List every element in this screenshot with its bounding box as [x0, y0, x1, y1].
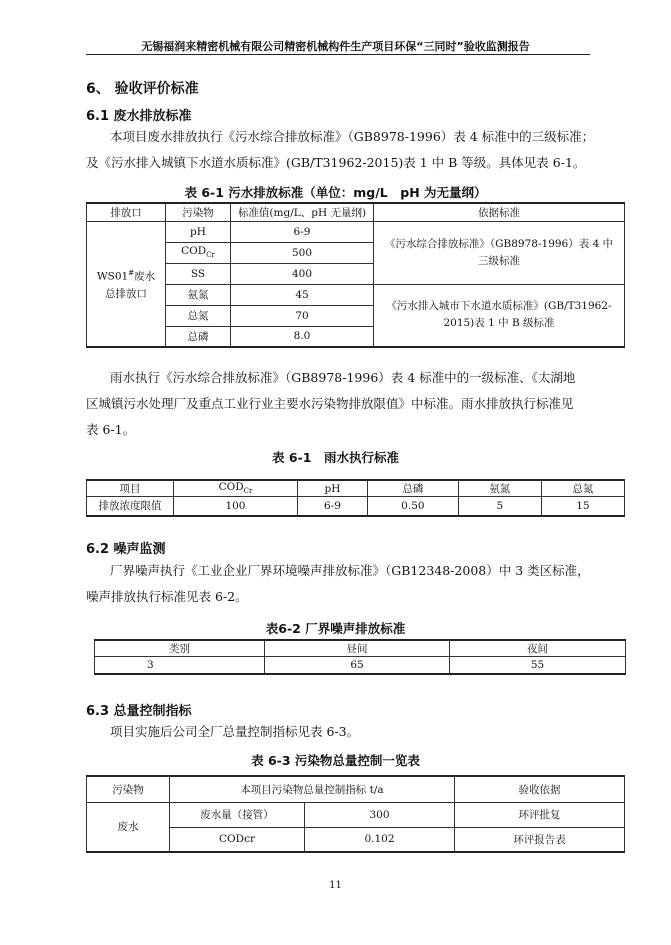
- value-cell: 0.50: [368, 497, 459, 516]
- total-control-table: [86, 775, 625, 853]
- table-row: [87, 497, 625, 516]
- value-cell: 6-9: [297, 497, 367, 516]
- table-6-3-caption: 表 6-3 污染物总量控制一览表: [251, 753, 420, 768]
- col-header-outlet: 排放口: [87, 203, 166, 221]
- value-cell: 100: [174, 497, 298, 516]
- day-value-cell: 65: [265, 657, 450, 674]
- pollutant-cell: 氨氮: [166, 284, 231, 305]
- basis-cell: 环评报告表: [455, 827, 625, 852]
- table-6-2-caption: 表6-2 厂界噪声排放标准: [265, 621, 406, 636]
- basis-cell-1: 《污水综合排放标准》（GB8978-1996）表 4 中三级标准: [374, 221, 625, 284]
- value-cell: 500: [231, 242, 374, 263]
- page-number: 11: [329, 880, 342, 891]
- rainwater-standard-table: [86, 479, 625, 517]
- item-cell: 废水量（接管）: [170, 802, 305, 827]
- col-header-day: 昼间: [265, 640, 450, 657]
- page-header: 无锡福润来精密机械有限公司精密机械构件生产项目环保“三同时”验收监测报告: [141, 40, 530, 53]
- section-6-title: 6、 验收评价标准: [86, 81, 199, 97]
- value-cell: 300: [305, 802, 455, 827]
- header-divider: [86, 54, 590, 55]
- row-label-limit: 排放浓度限值: [87, 497, 174, 516]
- value-cell: 70: [231, 305, 374, 326]
- col-header-item: 项目: [87, 480, 174, 497]
- value-cell: 6-9: [231, 221, 374, 242]
- section-6-3-title: 6.3 总量控制指标: [86, 704, 192, 719]
- value-cell: 0.102: [305, 827, 455, 852]
- col-header-tn: 总氮: [541, 480, 624, 497]
- col-header-standard-value: 标准值(mg/L、pH 无量纲): [231, 203, 374, 221]
- noise-standard-table: [94, 639, 626, 675]
- col-header-pollutant: 污染物: [166, 203, 231, 221]
- s61-para-line2: 及《污水排入城镇下水道水质标准》(GB/T31962-2015)表 1 中 B 等级。具体见表 6-1。: [86, 155, 586, 170]
- col-header-codcr: $COD_{Cr}$: [174, 480, 298, 497]
- basis-cell: 环评批复: [455, 802, 625, 827]
- table-row: [87, 802, 625, 827]
- pollutant-cell: pH: [166, 221, 231, 242]
- rain-para-line3: 表 6-1。: [86, 422, 136, 437]
- rain-para-line2: 区城镇污水处理厂及重点工业行业主要水污染物排放限值》中标准。雨水排放执行标准见: [86, 396, 574, 411]
- section-6-2-title: 6.2 噪声监测: [86, 542, 166, 557]
- s61-para-line1: 本项目废水排放执行《污水综合排放标准》（GB8978-1996）表 4 标准中的三级标准；: [110, 129, 595, 144]
- pollutant-cell: 总氮: [166, 305, 231, 326]
- category-cell: 废水: [87, 802, 170, 852]
- night-value-cell: 55: [450, 657, 626, 674]
- col-header-acceptance-basis: 验收依据: [455, 776, 625, 802]
- value-cell: 5: [458, 497, 541, 516]
- col-header-control-index: 本项目污染物总量控制指标 t/a: [170, 776, 455, 802]
- outlet-cell: WS01#废水 总排放口: [87, 221, 166, 347]
- s62-para-line1: 厂界噪声执行《工业企业厂界环境噪声排放标准》（GB12348-2008）中 3 类区标准，: [110, 563, 590, 578]
- section-6-1-title: 6.1 废水排放标准: [86, 109, 192, 124]
- value-cell: 8.0: [231, 326, 374, 347]
- s62-para-line2: 噪声排放执行标准见表 6-2。: [86, 589, 248, 604]
- col-header-category: 类别: [95, 640, 265, 657]
- rain-para-line1: 雨水执行《污水综合排放标准》（GB8978-1996）表 4 标准中的一级标准、《太湖地: [110, 370, 576, 385]
- table-row: [87, 284, 625, 305]
- item-cell: CODcr: [170, 827, 305, 852]
- wastewater-standard-table: [86, 202, 625, 348]
- col-header-tp: 总磷: [368, 480, 459, 497]
- value-cell: 400: [231, 263, 374, 284]
- col-header-nh3n: 氨氮: [458, 480, 541, 497]
- col-header-basis: 依据标准: [374, 203, 625, 221]
- table-row: [87, 221, 625, 242]
- s63-para: 项目实施后公司全厂总量控制指标见表 6-3。: [110, 724, 360, 739]
- pollutant-cell: 总磷: [166, 326, 231, 347]
- table-6-1-caption: 表 6-1 污水排放标准（单位：mg/L pH 为无量纲）: [184, 185, 487, 200]
- table-row: [95, 657, 626, 674]
- pollutant-cell: $COD_{Cr}$: [166, 242, 231, 263]
- col-header-night: 夜间: [450, 640, 626, 657]
- pollutant-cell: SS: [166, 263, 231, 284]
- table-rain-caption: 表 6-1 雨水执行标准: [272, 450, 399, 465]
- col-header-ph: pH: [297, 480, 367, 497]
- col-header-pollutant: 污染物: [87, 776, 170, 802]
- category-cell: 3: [95, 657, 265, 674]
- basis-cell-2: 《污水排入城市下水道水质标准》(GB/T31962-2015)表 1 中 B 级标准: [374, 284, 625, 347]
- value-cell: 15: [541, 497, 624, 516]
- value-cell: 45: [231, 284, 374, 305]
